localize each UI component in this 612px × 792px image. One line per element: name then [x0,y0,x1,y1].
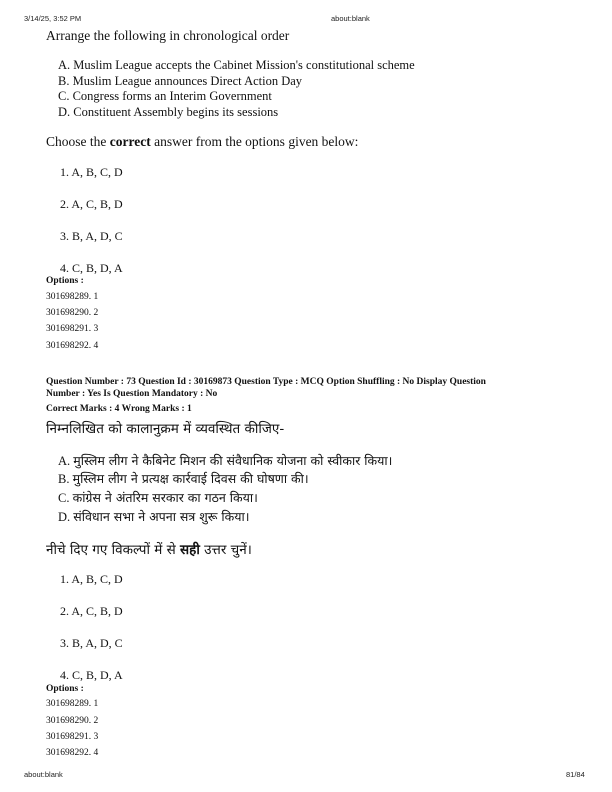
answer-option-4: 4. C, B, D, A [60,668,123,682]
option-id-3: 301698291. 3 [46,324,99,334]
answer-option-1: 1. A, B, C, D [60,572,123,586]
question-prompt-hindi: निम्नलिखित को कालानुक्रम में व्यवस्थित कीजिए- [46,421,285,437]
print-datetime: 3/14/25, 3:52 PM [24,14,82,23]
option-id-2: 301698290. 2 [46,308,99,318]
choose-post: answer from the options given below: [150,134,359,149]
question-meta-line2: Number : Yes Is Question Mandatory : No [46,389,218,399]
answer-option-3: 3. B, A, D, C [60,636,123,650]
statement-d-hindi [58,508,250,525]
choose-instruction [46,134,358,150]
statement-a: A. Muslim League accepts the Cabinet Mission's constitutional scheme [58,58,415,72]
answer-option-1: 1. A, B, C, D [60,165,123,179]
statement-letter: D. [58,510,71,524]
statement-b: B. Muslim League announces Direct Action Day [58,73,303,88]
option-id-2: 301698290. 2 [46,716,99,726]
answer-option-3: 3. B, A, D, C [60,229,123,243]
choose-bold: correct [109,134,151,149]
choose-pre: Choose the [46,134,110,149]
choose-instruction-hindi [46,540,252,558]
question-marks: Correct Marks : 4 Wrong Marks : 1 [46,404,192,414]
print-page-number: 81/84 [566,770,585,779]
choose-bold: सही [180,542,200,558]
choose-post: उत्तर चुनें। [199,542,252,558]
statement-d: D. Constituent Assembly begins its sessions [58,104,279,119]
statement-b-hindi [58,470,309,487]
statement-letter: B. [58,472,70,486]
statement-c: C. Congress forms an Interim Government [58,89,272,103]
option-id-4: 301698292. 4 [46,748,99,758]
answer-option-2: 2. A, C, B, D [60,604,123,618]
question-meta-line1: Question Number : 73 Question Id : 30169873 Question Type : MCQ Option Shuffling : No Display Question [46,377,486,387]
print-title: about:blank [331,14,370,23]
statement-text: मुस्लिम लीग ने प्रत्यक्ष कार्रवाई दिवस की घोषणा की। [72,471,309,486]
question-prompt: Arrange the following in chronological order [46,28,290,43]
statement-text: संविधान सभा ने अपना सत्र शुरू किया। [73,509,250,524]
option-id-1: 301698289. 1 [46,292,99,302]
options-label: Options : [46,276,84,286]
statement-text: मुस्लिम लीग ने कैबिनेट मिशन की संवैधानिक योजना को स्वीकार किया। [73,453,393,468]
answer-option-2: 2. A, C, B, D [60,197,123,211]
choose-pre: नीचे दिए गए विकल्पों में से [46,542,181,558]
option-id-3: 301698291. 3 [46,732,99,742]
print-footer-url: about:blank [24,770,63,779]
option-id-4: 301698292. 4 [46,341,99,351]
statement-letter: A. [58,454,71,468]
answer-option-4: 4. C, B, D, A [60,261,123,275]
statement-c-hindi [58,489,258,506]
statement-letter: C. [58,491,70,505]
statement-a-hindi [58,452,392,469]
statement-text: कांग्रेस ने अंतरिम सरकार का गठन किया। [72,490,258,505]
options-label: Options : [46,684,84,694]
option-id-1: 301698289. 1 [46,699,99,709]
